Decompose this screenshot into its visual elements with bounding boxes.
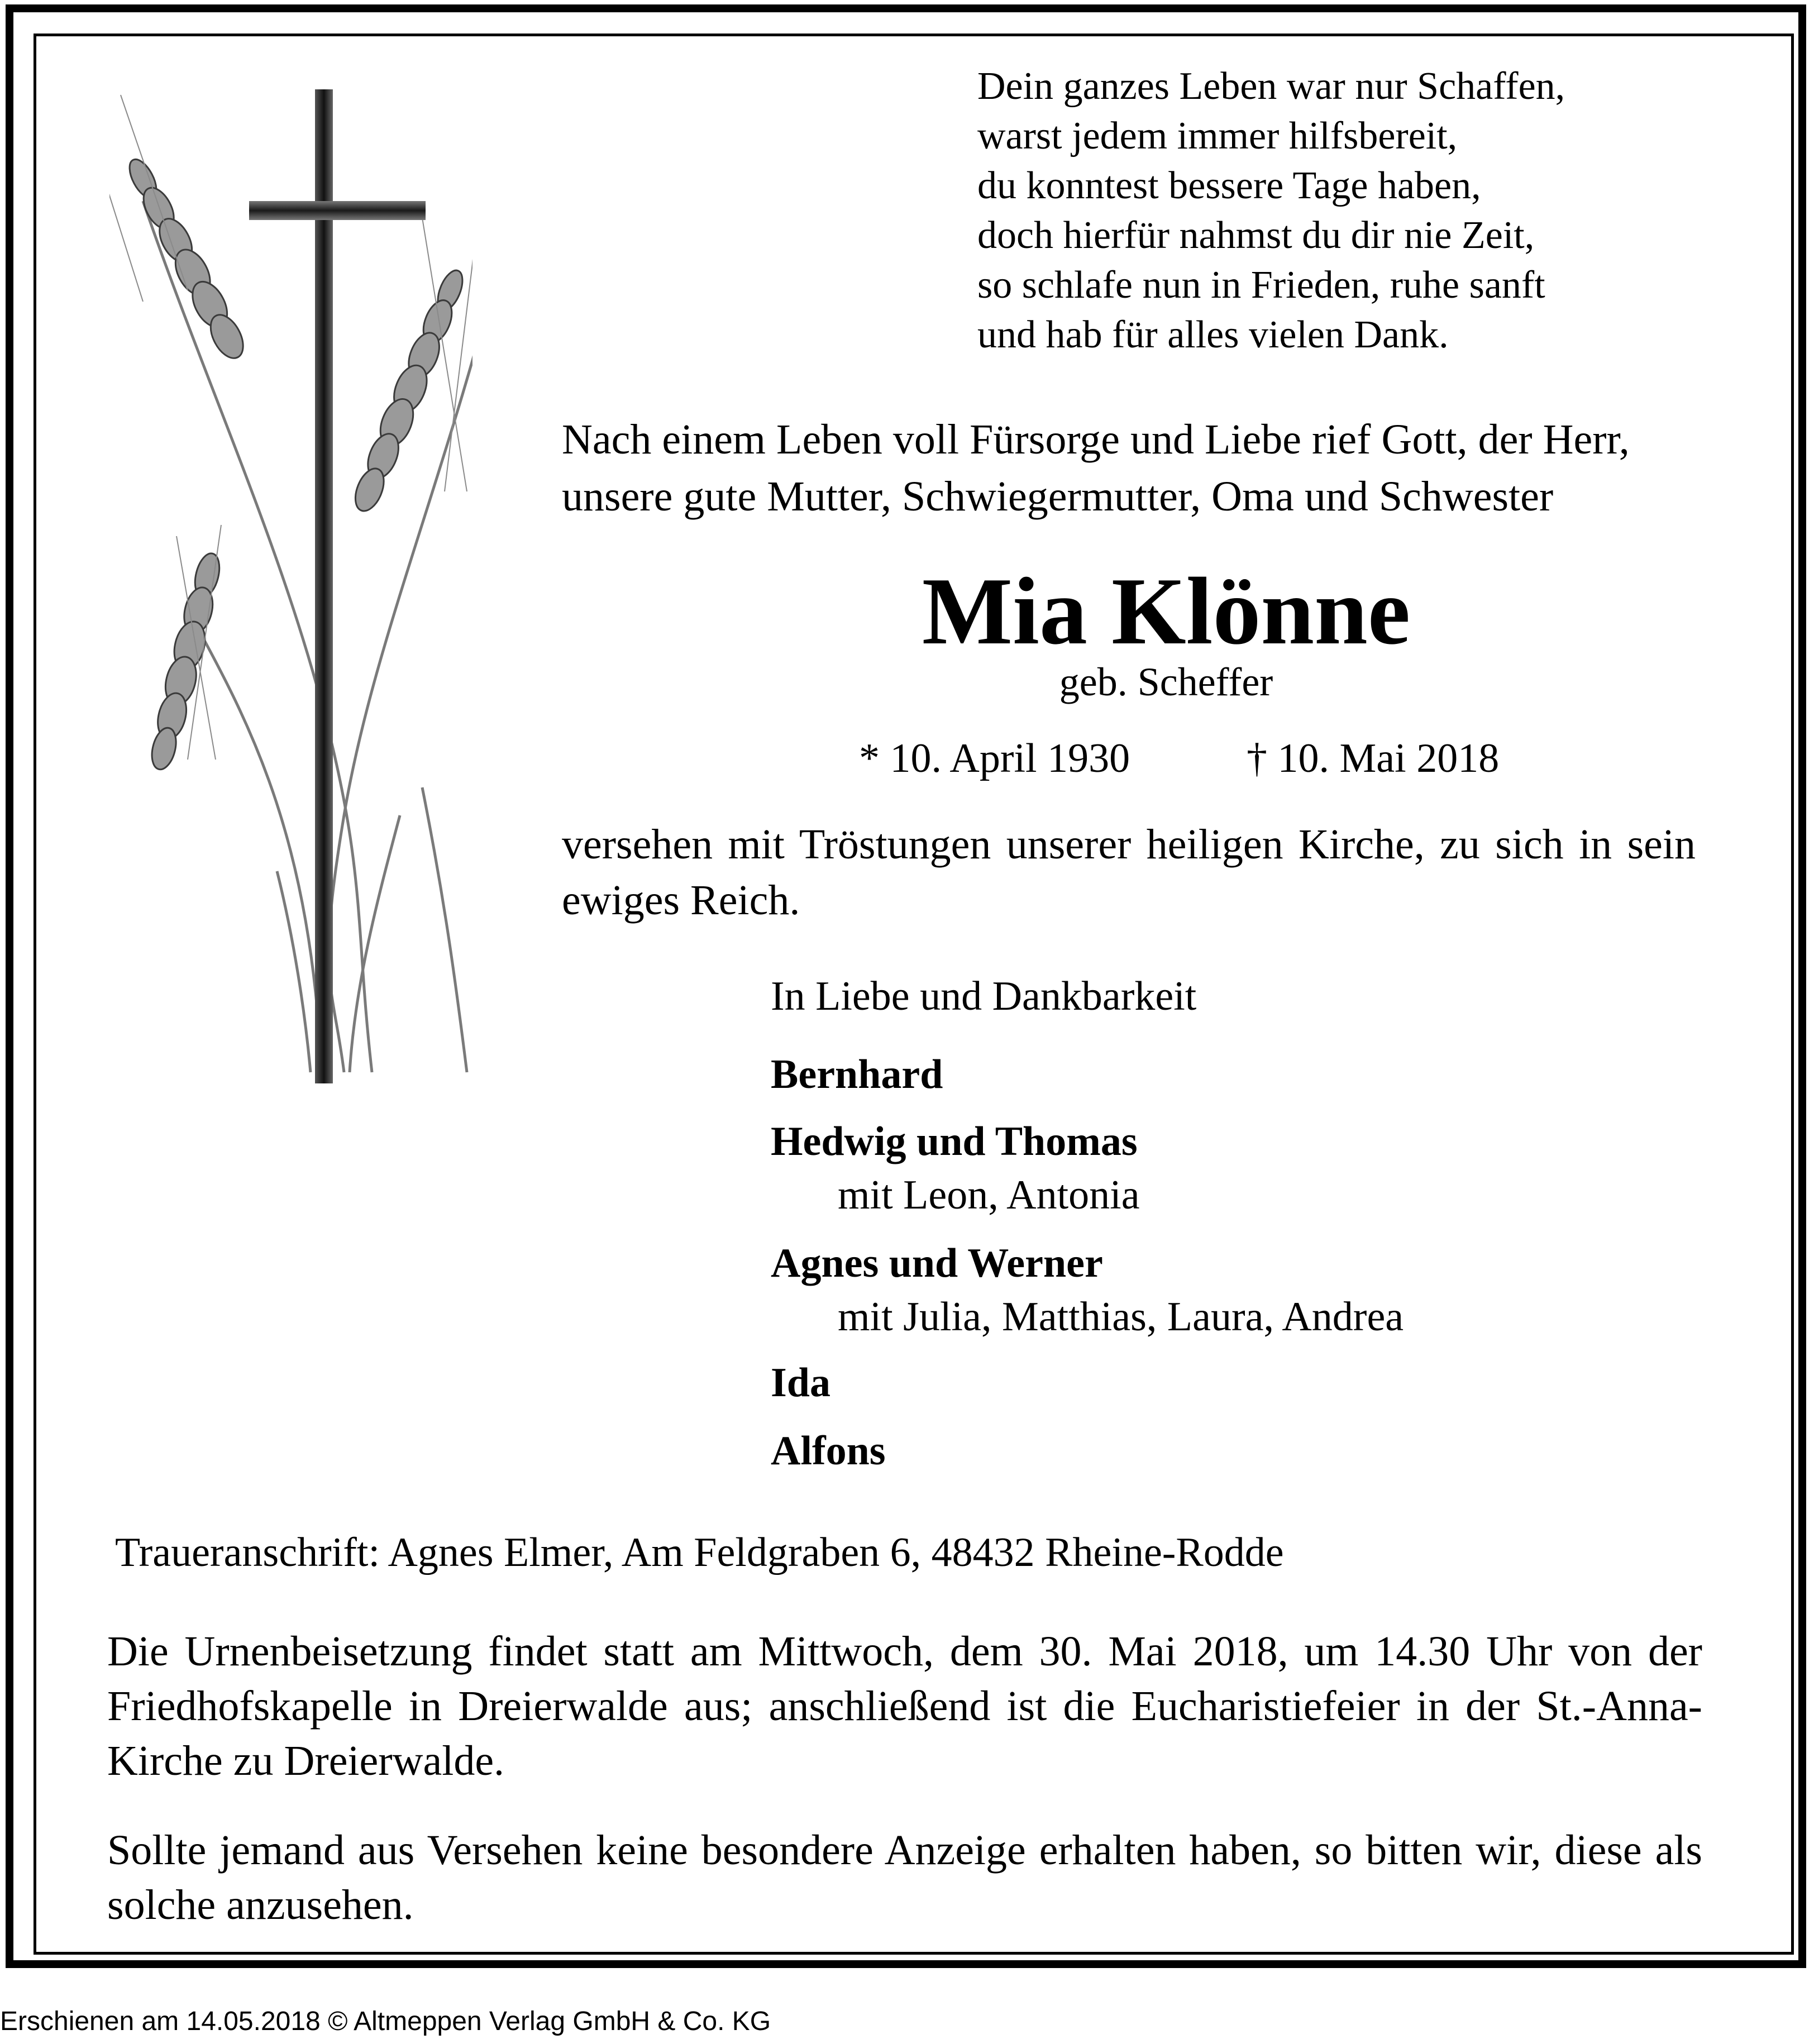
intro-line: unsere gute Mutter, Schwiegermutter, Oma und Schwester	[562, 473, 1554, 520]
family-member: Ida	[771, 1360, 830, 1406]
notice-text: Sollte jemand aus Versehen keine besondere Anzeige erhalten haben, so bitten wir, diese als solche anzusehen.	[107, 1827, 1702, 1928]
poem-line: so schlafe nun in Frieden, ruhe sanft	[977, 264, 1545, 307]
death-date: † 10. Mai 2018	[1247, 736, 1500, 781]
family-children: mit Julia, Matthias, Laura, Andrea	[838, 1294, 1404, 1340]
intro-line: Nach einem Leben voll Fürsorge und Liebe rief Gott, der Herr,	[562, 416, 1630, 463]
greeting: In Liebe und Dankbarkeit	[771, 973, 1197, 1019]
cross-horizontal	[249, 201, 426, 220]
family-member: Bernhard	[771, 1052, 943, 1097]
wheat-awns	[109, 89, 472, 760]
intro-text	[562, 411, 1630, 525]
provision-text: versehen mit Tröstungen unserer heiligen Kirche, zu sich in sein ewiges Reich.	[562, 821, 1696, 924]
poem-line: Dein ganzes Leben war nur Schaffen,	[977, 65, 1565, 108]
maiden-name: geb. Scheffer	[1059, 660, 1273, 704]
family-member: Alfons	[771, 1428, 886, 1474]
cross-vertical	[315, 89, 333, 1083]
poem	[977, 61, 1565, 360]
poem-line: du konntest bessere Tage haben,	[977, 164, 1481, 207]
poem-line: und hab für alles vielen Dank.	[977, 313, 1449, 356]
poem-line: doch hierfür nahmst du dir nie Zeit,	[977, 214, 1535, 257]
birth-date: * 10. April 1930	[859, 736, 1130, 781]
cross-wheat-illustration	[109, 89, 472, 1083]
publication-credit: Erschienen am 14.05.2018 © Altmeppen Verlag GmbH & Co. KG	[0, 2007, 771, 2036]
mourning-address: Traueranschrift: Agnes Elmer, Am Feldgraben 6, 48432 Rheine-Rodde	[115, 1530, 1284, 1575]
family-member: Hedwig und Thomas	[771, 1119, 1138, 1164]
family-member: Agnes und Werner	[771, 1240, 1103, 1286]
funeral-info: Die Urnenbeisetzung findet statt am Mittwoch, dem 30. Mai 2018, um 14.30 Uhr von der Friedhofskapelle in Dreierwalde aus; anschließend ist die Eucharistiefeier in der St.-Anna-Kirche zu Dreierwalde.	[107, 1628, 1702, 1784]
family-children: mit Leon, Antonia	[838, 1172, 1140, 1218]
poem-line: warst jedem immer hilfsbereit,	[977, 114, 1458, 157]
deceased-name: Mia Klönne	[922, 558, 1411, 665]
